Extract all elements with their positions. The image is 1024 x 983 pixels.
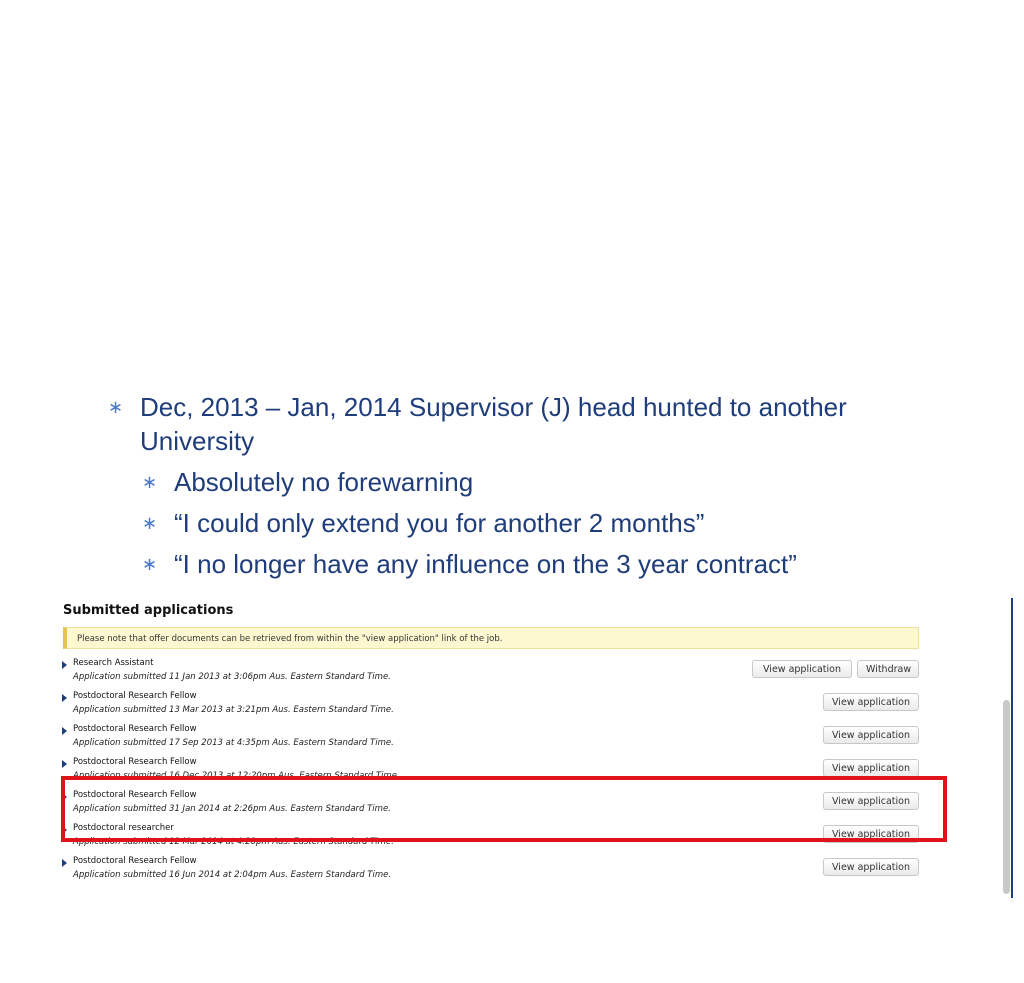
expand-arrow-icon[interactable] <box>62 760 67 768</box>
scroll-track <box>1011 598 1013 898</box>
job-title[interactable]: Research Assistant <box>73 658 154 668</box>
scrollbar[interactable] <box>1000 598 1014 898</box>
view-application-button[interactable]: View application <box>823 726 919 744</box>
application-row <box>62 658 922 691</box>
bullet-main <box>108 390 908 458</box>
view-application-button[interactable]: View application <box>823 792 919 810</box>
view-application-button[interactable]: View application <box>752 660 852 678</box>
bullet-main-text: Dec, 2013 – Jan, 2014 Supervisor (J) head hunted to another University <box>140 392 847 456</box>
submitted-text: Application submitted 16 Jun 2014 at 2:04pm Aus. Eastern Standard Time. <box>73 870 392 880</box>
job-title[interactable]: Postdoctoral Research Fellow <box>73 757 197 767</box>
bullet-sub <box>108 465 908 499</box>
job-title[interactable]: Postdoctoral Research Fellow <box>73 790 197 800</box>
bullet-sub-text: Absolutely no forewarning <box>174 467 474 497</box>
submitted-text: Application submitted 12 Mar 2014 at 4:28pm Aus. Eastern Standard Time. <box>73 837 394 847</box>
submitted-text: Application submitted 16 Dec 2013 at 12:20pm Aus. Eastern Standard Time. <box>73 771 400 781</box>
applications-title: Submitted applications <box>63 603 234 618</box>
view-application-button[interactable]: View application <box>823 858 919 876</box>
job-title[interactable]: Postdoctoral Research Fellow <box>73 691 197 701</box>
bullet-marker-icon: ∗ <box>142 472 158 492</box>
submitted-text: Application submitted 13 Mar 2013 at 3:21pm Aus. Eastern Standard Time. <box>73 705 394 715</box>
view-application-button[interactable]: View application <box>823 825 919 843</box>
application-row <box>62 724 922 757</box>
view-application-button[interactable]: View application <box>823 693 919 711</box>
expand-arrow-icon[interactable] <box>62 661 67 669</box>
job-title[interactable]: Postdoctoral researcher <box>73 823 174 833</box>
notice-banner: Please note that offer documents can be retrieved from within the "view application" link of the job. <box>63 627 919 649</box>
submitted-text: Application submitted 17 Sep 2013 at 4:35pm Aus. Eastern Standard Time. <box>73 738 394 748</box>
expand-arrow-icon[interactable] <box>62 694 67 702</box>
bullet-sub-text: “I could only extend you for another 2 months” <box>174 508 705 538</box>
highlight-box <box>61 776 947 842</box>
scroll-thumb[interactable] <box>1003 700 1010 894</box>
slide-bullets <box>108 390 908 581</box>
job-title[interactable]: Postdoctoral Research Fellow <box>73 856 197 866</box>
application-row <box>62 856 922 889</box>
expand-arrow-icon[interactable] <box>62 859 67 867</box>
bullet-sub <box>108 506 908 540</box>
bullet-marker-icon: ∗ <box>142 513 158 533</box>
bullet-marker-icon: ∗ <box>142 554 158 574</box>
bullet-sub-text: “I no longer have any influence on the 3 year contract” <box>174 549 797 579</box>
view-application-button[interactable]: View application <box>823 759 919 777</box>
bullet-sub <box>108 547 908 581</box>
submitted-text: Application submitted 11 Jan 2013 at 3:06pm Aus. Eastern Standard Time. <box>73 672 391 682</box>
submitted-text: Application submitted 31 Jan 2014 at 2:26pm Aus. Eastern Standard Time. <box>73 804 391 814</box>
expand-arrow-icon[interactable] <box>62 727 67 735</box>
bullet-marker-icon: ∗ <box>108 397 124 417</box>
job-title[interactable]: Postdoctoral Research Fellow <box>73 724 197 734</box>
application-row <box>62 691 922 724</box>
withdraw-button[interactable]: Withdraw <box>857 660 919 678</box>
applications-screenshot <box>60 600 940 900</box>
